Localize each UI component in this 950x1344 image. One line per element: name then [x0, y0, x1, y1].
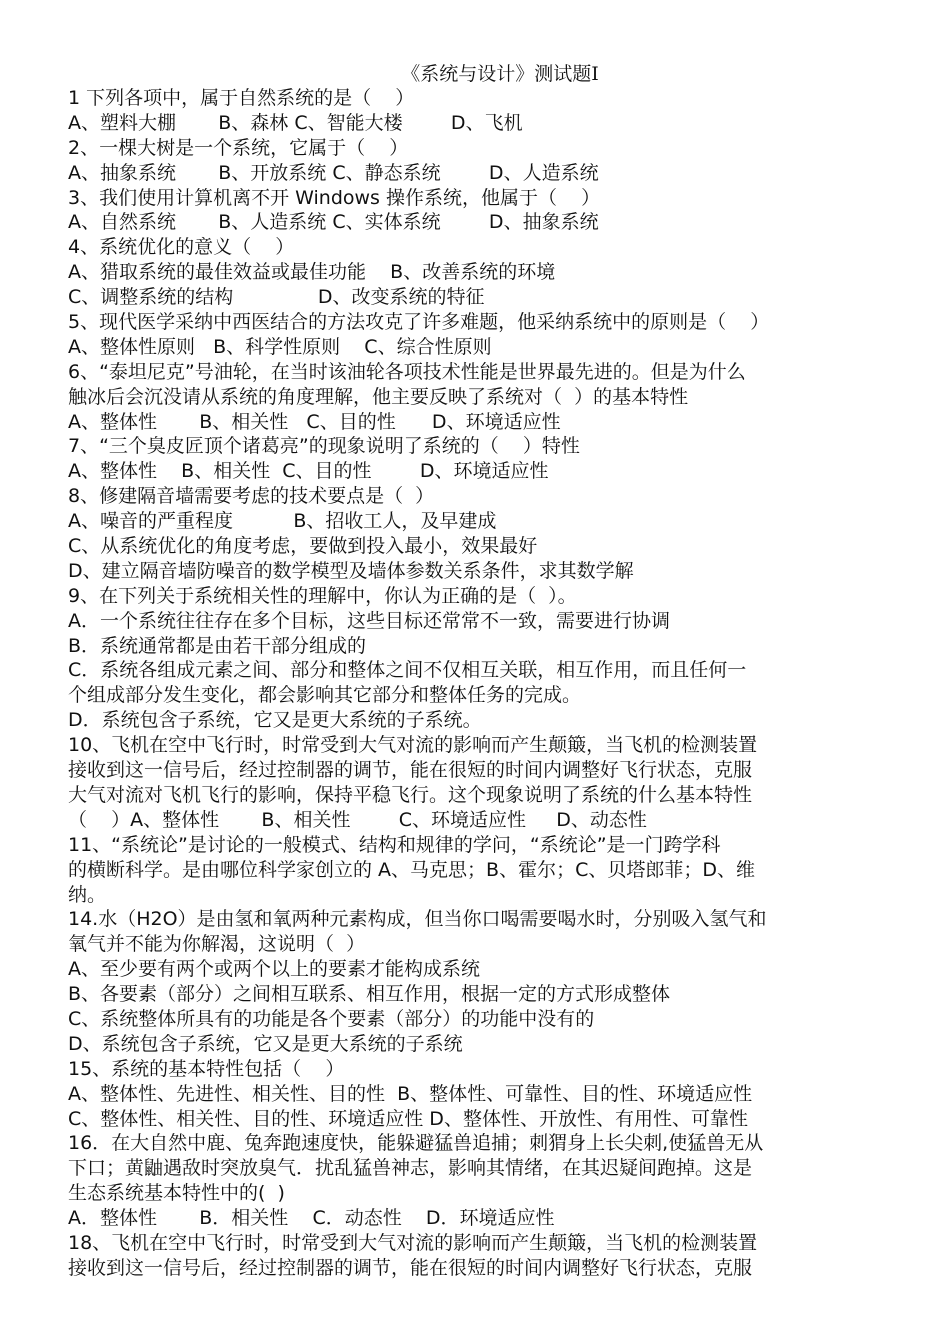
text-line: 接收到这一信号后，经过控制器的调节，能在很短的时间内调整好飞行状态，克服	[68, 1256, 753, 1279]
text-line: 8、修建隔音墙需要考虑的技术要点是（ ）	[68, 485, 435, 508]
text-line: A、整体性 B、相关性 C、目的性 D、环境适应性	[68, 410, 561, 433]
text-line: 10、飞机在空中飞行时，时常受到大气对流的影响而产生颠簸，当飞机的检测装置	[68, 734, 758, 757]
text-line: 大气对流对飞机飞行的影响，保持平稳飞行。这个现象说明了系统的什么基本特性	[68, 783, 753, 806]
text-line: 7、“三个臭皮匠顶个诸葛亮”的现象说明了系统的（ ）特性	[68, 435, 580, 458]
text-line: 氧气并不能为你解渴，这说明（ ）	[68, 933, 366, 956]
text-line: A．整体性 B．相关性 C．动态性 D．环境适应性	[68, 1207, 555, 1230]
text-line: 14.水（H2O）是由氢和氧两种元素构成，但当你口喝需要喝水时，分别吸入氢气和	[68, 908, 767, 931]
text-line: 生态系统基本特性中的( )	[68, 1182, 285, 1205]
text-line: C、调整系统的结构 D、改变系统的特征	[68, 286, 485, 309]
text-line: 纳。	[68, 883, 107, 906]
text-line: 的横断科学。是由哪位科学家创立的 A、马克思；B、霍尔；C、贝塔郎菲；D、维	[68, 858, 755, 881]
document-title: 《系统与设计》测试题Ⅰ	[401, 63, 599, 85]
text-line: 5、现代医学采纳中西医结合的方法攻克了许多难题，他采纳系统中的原则是（ ）	[68, 311, 770, 334]
text-line: A、至少要有两个或两个以上的要素才能构成系统	[68, 958, 480, 981]
text-line: D．系统包含子系统，它又是更大系统的子系统。	[68, 709, 482, 732]
text-line: B、各要素（部分）之间相互联系、相互作用，根据一定的方式形成整体	[68, 983, 671, 1006]
text-line: 接收到这一信号后，经过控制器的调节，能在很短的时间内调整好飞行状态，克服	[68, 759, 753, 782]
text-line: A、噪音的严重程度 B、招收工人，及早建成	[68, 510, 497, 533]
text-line: C．系统各组成元素之间、部分和整体之间不仅相互关联，相互作用，而且任何一	[68, 659, 747, 682]
text-line: 6、“泰坦尼克”号油轮，在当时该油轮各项技术性能是世界最先进的。但是为什么	[68, 360, 746, 383]
text-line: D、建立隔音墙防噪音的数学模型及墙体参数关系条件，求其数学解	[68, 559, 634, 582]
text-line: C、从系统优化的角度考虑，要做到投入最小，效果最好	[68, 535, 538, 558]
text-line: 16．在大自然中鹿、兔奔跑速度快，能躲避猛兽追捕；刺猬身上长尖刺,使猛兽无从	[68, 1132, 764, 1155]
text-line: A、抽象系统 B、开放系统 C、静态系统 D、人造系统	[68, 161, 599, 184]
text-line: 18、飞机在空中飞行时，时常受到大气对流的影响而产生颠簸，当飞机的检测装置	[68, 1231, 758, 1254]
text-line: 个组成部分发生变化，都会影响其它部分和整体任务的完成。	[68, 684, 582, 707]
text-line: D、系统包含子系统，它又是更大系统的子系统	[68, 1032, 463, 1055]
text-line: A、猎取系统的最佳效益或最佳功能 B、改善系统的环境	[68, 261, 556, 284]
text-line: 4、系统优化的意义（ ）	[68, 236, 295, 259]
text-line: 1 下列各项中，属于自然系统的是（ ）	[68, 87, 415, 109]
question-list	[68, 86, 884, 1281]
text-line: 触冰后会沉没请从系统的角度理解，他主要反映了系统对（ ）的基本特性	[68, 385, 689, 408]
text-line: B．系统通常都是由若干部分组成的	[68, 634, 367, 657]
document-page	[68, 62, 884, 1281]
text-line: A、整体性 B、相关性 C、目的性 D、环境适应性	[68, 460, 549, 483]
text-line: A、自然系统 B、人造系统 C、实体系统 D、抽象系统	[68, 211, 599, 234]
text-line: 下口；黄鼬遇敌时突放臭气．扰乱猛兽神志，影响其情绪，在其迟疑间跑掉。这是	[68, 1157, 753, 1180]
text-line: C、系统整体所具有的功能是各个要素（部分）的功能中没有的	[68, 1007, 595, 1030]
text-line: A、塑料大棚 B、森林 C、智能大楼 D、飞机	[68, 111, 523, 134]
text-line: 2、一棵大树是一个系统，它属于（ ）	[68, 136, 409, 159]
text-line: A、整体性原则 B、科学性原则 C、综合性原则	[68, 335, 492, 358]
text-line: （ ）A、整体性 B、相关性 C、环境适应性 D、动态性	[68, 808, 647, 831]
text-line: A、整体性、先进性、相关性、目的性 B、整体性、可靠性、目的性、环境适应性	[68, 1082, 753, 1105]
text-line: A．一个系统往往存在多个目标，这些目标还常常不一致，需要进行协调	[68, 609, 670, 632]
text-line: 3、我们使用计算机离不开 Windows 操作系统，他属于（ ）	[68, 186, 601, 209]
text-line: 15、系统的基本特性包括（ ）	[68, 1057, 345, 1080]
text-line: 9、在下列关于系统相关性的理解中，你认为正确的是（ ）。	[68, 584, 577, 607]
text-line: 11、“系统论”是讨论的一般模式、结构和规律的学问，“系统论”是一门跨学科	[68, 833, 721, 856]
text-line: C、整体性、相关性、目的性、环境适应性 D、整体性、开放性、有用性、可靠性	[68, 1107, 748, 1130]
